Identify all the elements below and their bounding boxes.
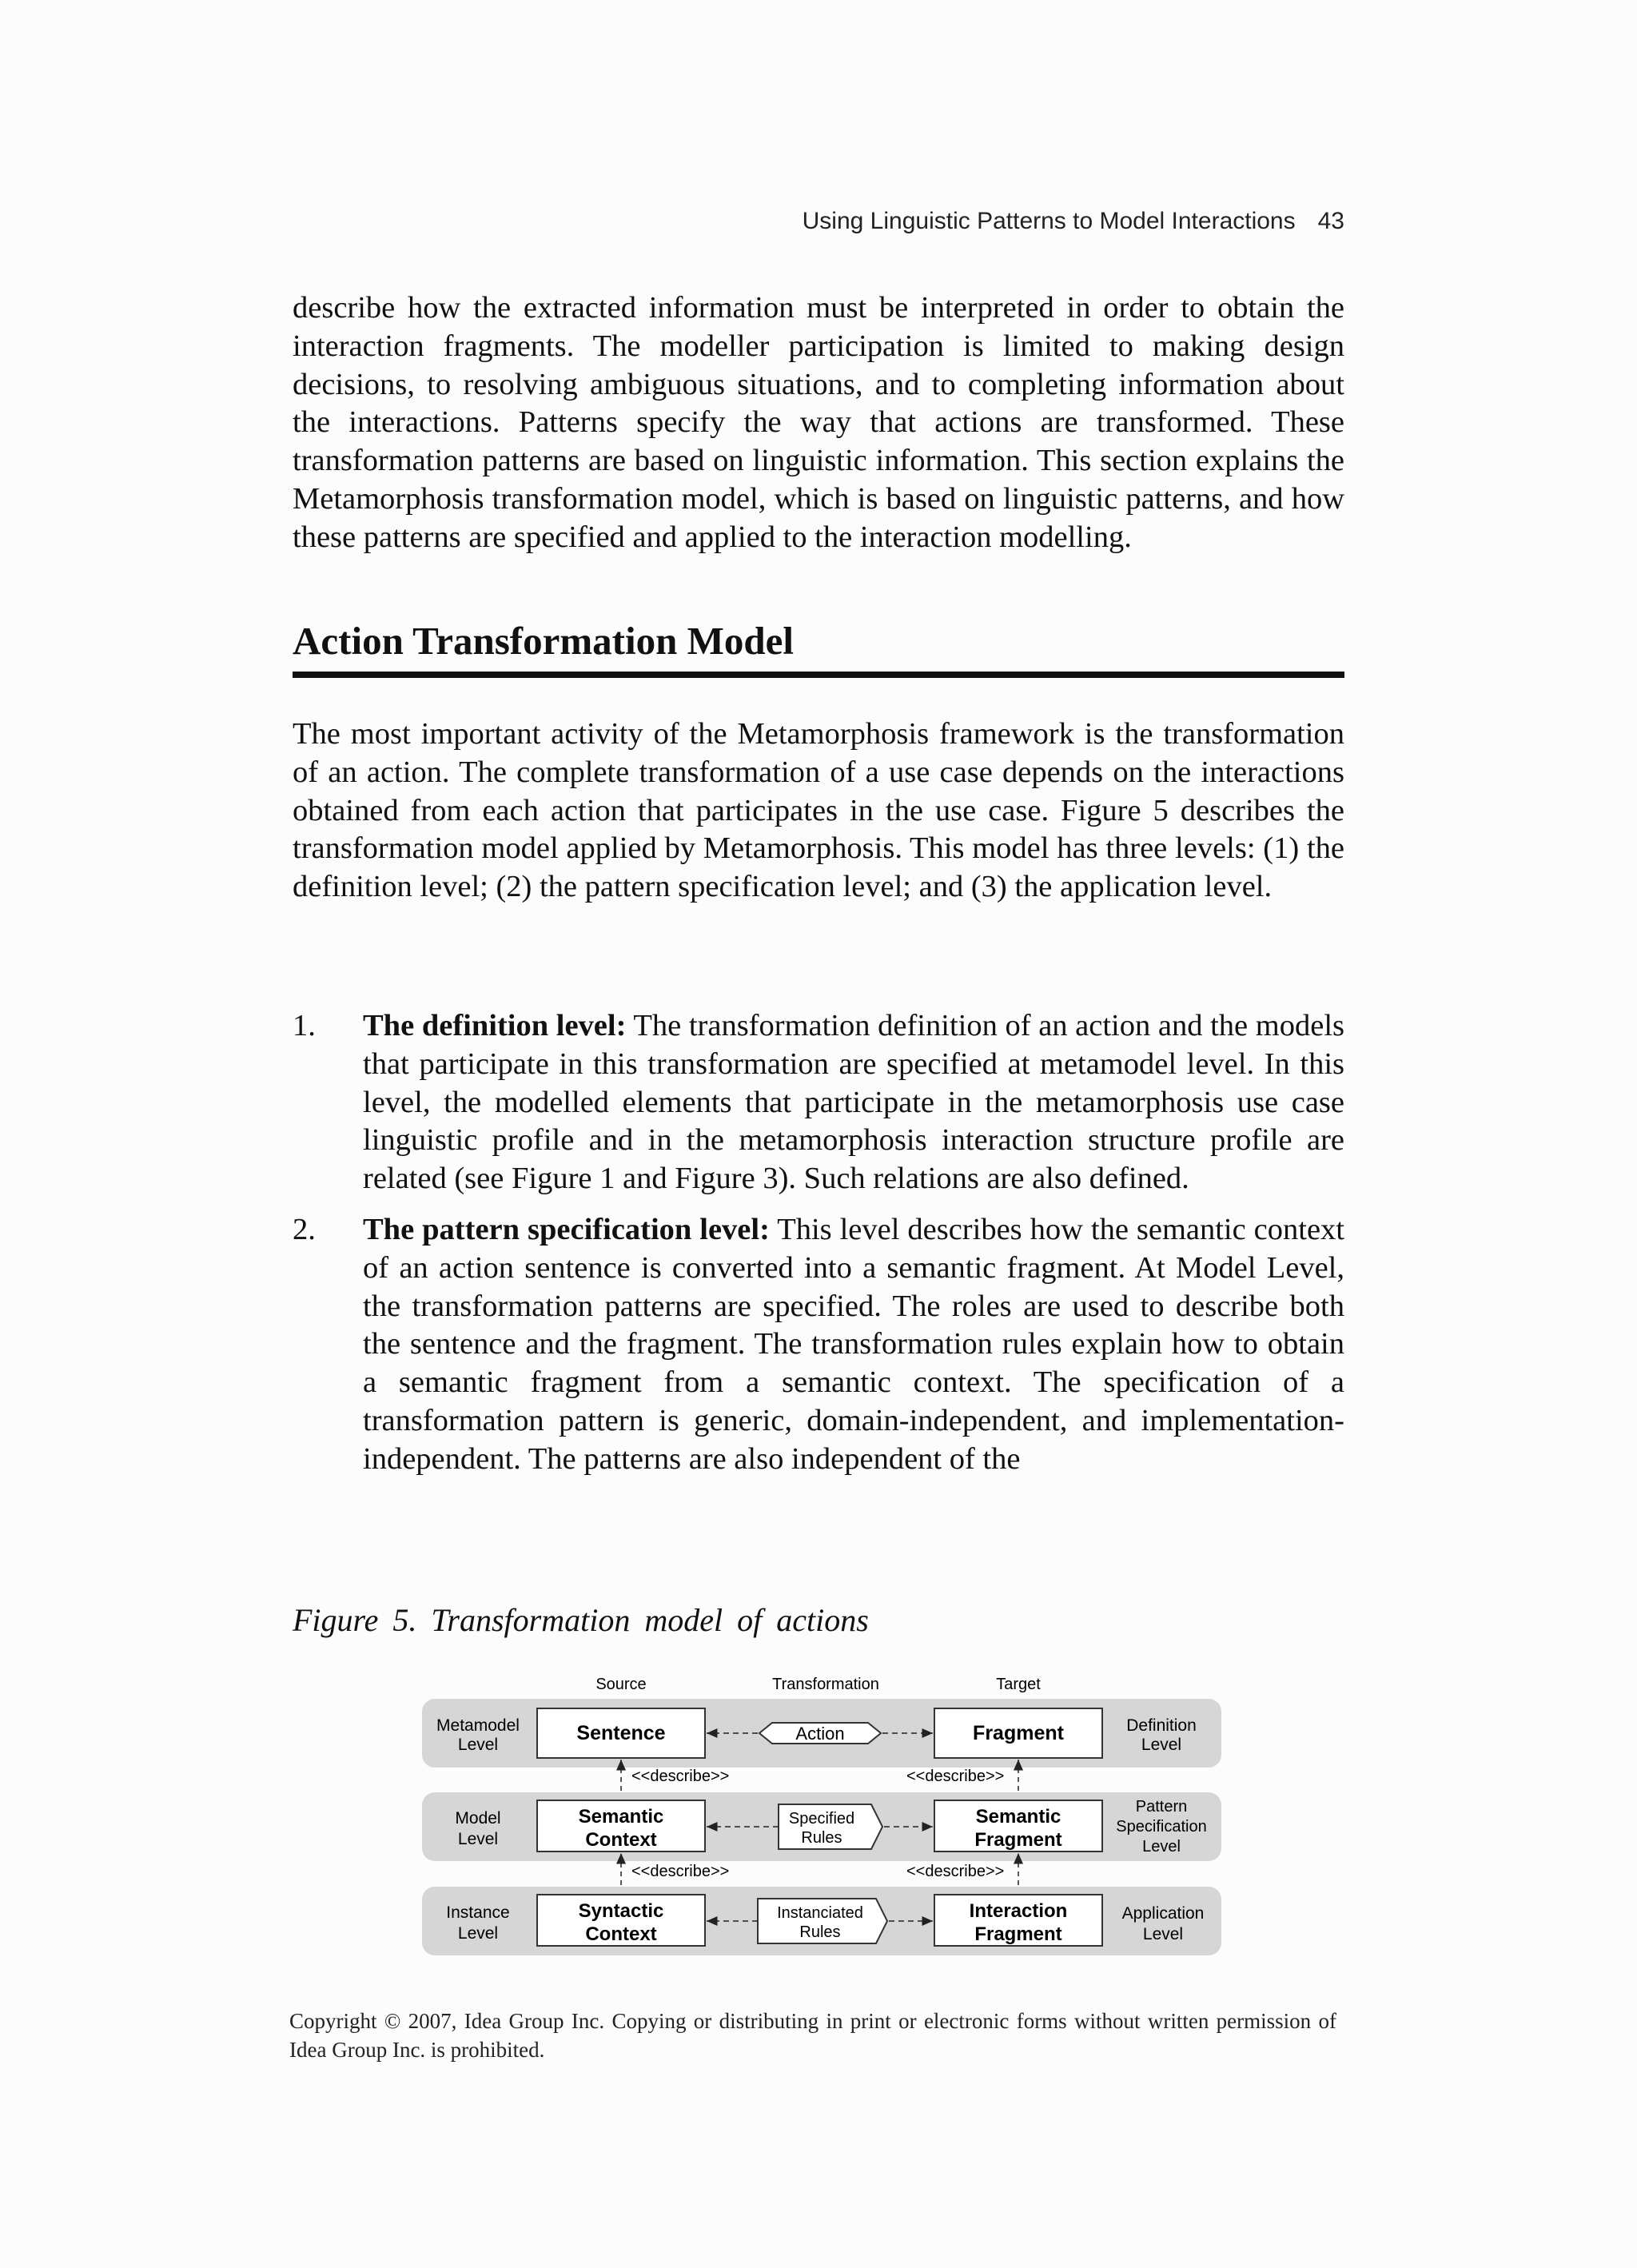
left-label: Level bbox=[457, 1830, 499, 1848]
left-label: Model bbox=[455, 1809, 501, 1828]
box-label: Sentence bbox=[576, 1722, 666, 1744]
transformation-model-diagram bbox=[422, 1667, 1221, 1963]
running-title: Using Linguistic Patterns to Model Interactions bbox=[802, 208, 1296, 234]
right-label: Pattern bbox=[1135, 1798, 1188, 1816]
box-label: Context bbox=[585, 1829, 657, 1851]
box-label: Semantic bbox=[578, 1806, 664, 1828]
stereotype-label: <<describe>> bbox=[906, 1768, 1005, 1785]
list-number: 1. bbox=[293, 1009, 316, 1042]
list-item bbox=[293, 1211, 1344, 1479]
list-text: This level describes how the semantic context of an action sentence is converted into a semantic fragment. At Model Level, the transformation patterns are specified. The roles are used to describe both the sentence and the fragment. The transformation rules explain how to obtain a semantic fragment from a semantic context. The specification of a transformation pattern is generic, domain-independent, and implementation-independent. The patterns are also independent of the bbox=[363, 1212, 1345, 1476]
running-head bbox=[803, 208, 1344, 235]
left-label: Instance bbox=[446, 1903, 510, 1922]
list-item bbox=[293, 1007, 1344, 1198]
box-label: Fragment bbox=[974, 1829, 1062, 1851]
section-paragraph: The most important activity of the Metamorphosis framework is the transformation of an action. The complete transformation of a use case depends on the interactions obtained from each action that participates in the use case. Figure 5 describes the transformation model applied by Metamorphosis. This model has three levels: (1) the definition level; (2) the pattern specification level; and (3) the application level. bbox=[293, 717, 1344, 904]
right-label: Definition bbox=[1126, 1716, 1197, 1735]
right-label: Specification bbox=[1116, 1818, 1207, 1836]
figure-5 bbox=[422, 1667, 1221, 1967]
left-label: Level bbox=[457, 1924, 499, 1943]
page-number: 43 bbox=[1317, 208, 1344, 234]
right-label: Level bbox=[1142, 1838, 1181, 1855]
box-label: Semantic bbox=[975, 1806, 1061, 1828]
list-term: The definition level: bbox=[363, 1009, 627, 1042]
box-label: Fragment bbox=[973, 1722, 1064, 1744]
levels-list bbox=[293, 1007, 1344, 1492]
figure-caption: Figure 5. Transformation model of actions bbox=[293, 1602, 869, 1638]
section-title: Action Transformation Model bbox=[293, 616, 1344, 678]
transformation-header: Transformation bbox=[772, 1676, 879, 1693]
box-label: Interaction bbox=[969, 1900, 1068, 1922]
left-label: Metamodel bbox=[436, 1716, 520, 1735]
left-label: Level bbox=[457, 1736, 499, 1754]
box-label: Fragment bbox=[974, 1923, 1062, 1945]
stereotype-label: <<describe>> bbox=[631, 1863, 730, 1880]
list-number: 2. bbox=[293, 1212, 316, 1246]
list-term: The pattern specification level: bbox=[363, 1212, 770, 1246]
box-label: Action bbox=[795, 1724, 845, 1744]
stereotype-label: <<describe>> bbox=[906, 1863, 1005, 1880]
list-text: The transformation definition of an action and the models that participate in this transformation are specified at metamodel level. In this level, the modelled elements that participate in the metamorphosis use case linguistic profile and in the metamorphosis interaction structure profile are related (see Figure 1 and Figure 3). Such relations are also defined. bbox=[363, 1009, 1344, 1196]
intro-paragraph: describe how the extracted information must be interpreted in order to obtain the interaction fragments. The modeller participation is limited to making design decisions, to resolving ambiguous situations, and to completing information about the interactions. Patterns specify the way that actions are transformed. These transformation patterns are based on linguistic information. This section explains the Metamorphosis transformation model, which is based on linguistic patterns, and how these patterns are specified and applied to the interaction modelling. bbox=[293, 291, 1344, 554]
box-label: Rules bbox=[801, 1829, 842, 1847]
stereotype-label: <<describe>> bbox=[631, 1768, 730, 1785]
right-label: Application bbox=[1121, 1904, 1205, 1923]
box-label: Syntactic bbox=[578, 1900, 664, 1922]
box-label: Instanciated bbox=[777, 1904, 863, 1922]
box-label: Context bbox=[585, 1923, 657, 1945]
source-header: Source bbox=[595, 1676, 647, 1693]
right-label: Level bbox=[1141, 1736, 1182, 1754]
right-label: Level bbox=[1142, 1925, 1184, 1943]
box-label: Rules bbox=[799, 1923, 841, 1941]
box-label: Specified bbox=[788, 1810, 855, 1828]
copyright-notice: Copyright © 2007, Idea Group Inc. Copying or distributing in print or electronic forms without written permission of Idea Group Inc. is prohibited. bbox=[289, 2009, 1336, 2062]
target-header: Target bbox=[996, 1676, 1041, 1693]
